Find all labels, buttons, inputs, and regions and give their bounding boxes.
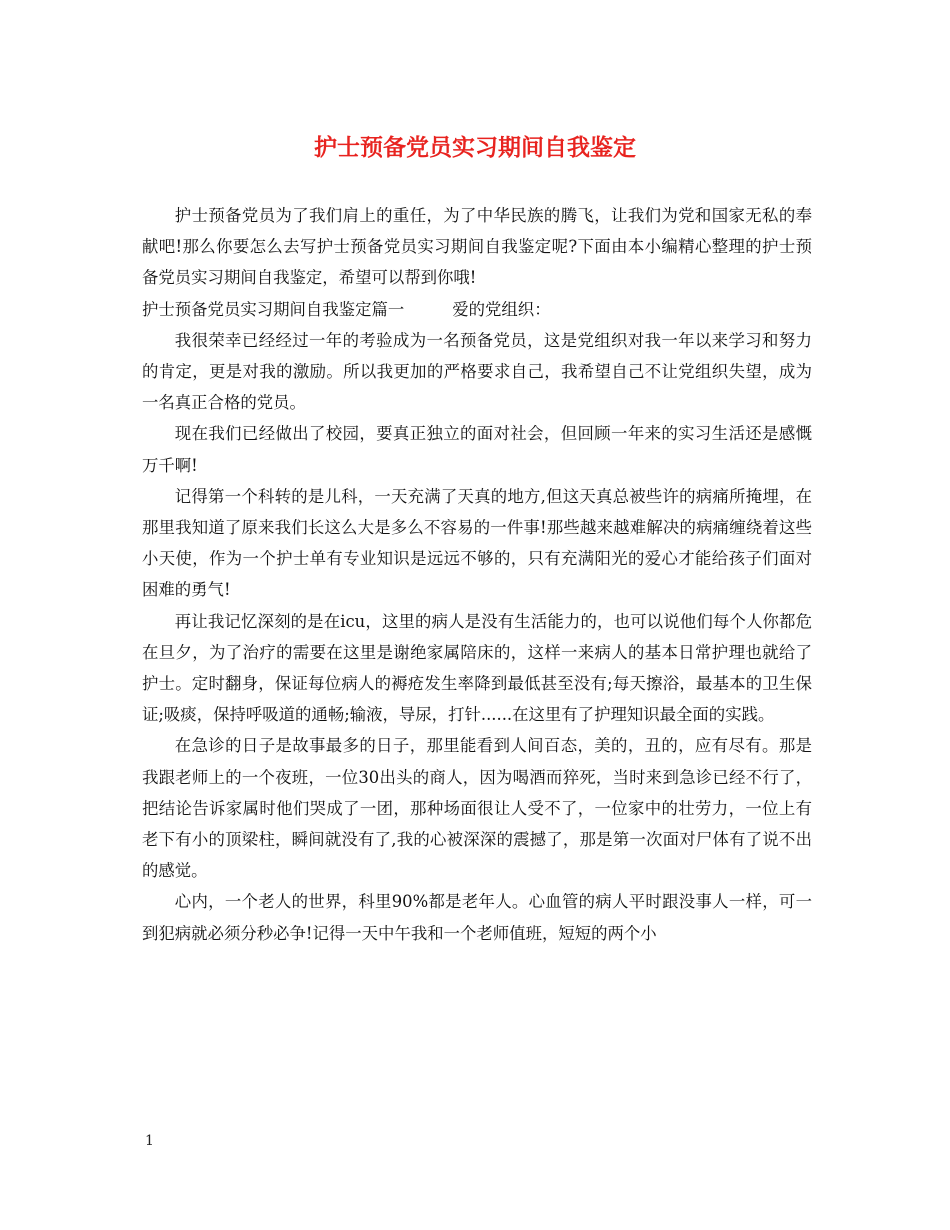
section-heading: 护士预备党员实习期间自我鉴定篇一 xyxy=(142,299,405,319)
section-heading-line xyxy=(142,294,812,325)
paragraph: 再让我记忆深刻的是在icu，这里的病人是没有生活能力的，也可以说他们每个人你都危在旦夕，为了治疗的需要在这里是谢绝家属陪床的，这样一来病人的基本日常护理也就给了护士。定时翻身，保证每位病人的褥疮发生率降到最低甚至没有;每天擦浴，最基本的卫生保证;吸痰，保持呼吸道的通畅;输液，导尿，打针......在这里有了护理知识最全面的实践。 xyxy=(142,611,812,725)
paragraph: 心内，一个老人的世界，科里90%都是老年人。心血管的病人平时跟没事人一样，可一到犯病就必须分秒必争!记得一天中午我和一个老师值班，短短的两个小 xyxy=(142,892,812,943)
salutation: 爱的党组织： xyxy=(452,299,551,319)
paragraph: 在急诊的日子是故事最多的日子，那里能看到人间百态，美的，丑的，应有尽有。那是我跟老师上的一个夜班，一位30出头的商人，因为喝酒而猝死，当时来到急诊已经不行了，把结论告诉家属时他们哭成了一团，那种场面很让人受不了，一位家中的壮劳力，一位上有老下有小的顶梁柱，瞬间就没有了,我的心被深深的震撼了，那是第一次面对尸体有了说不出的感觉。 xyxy=(142,736,812,881)
paragraph: 我很荣幸已经经过一年的考验成为一名预备党员，这是党组织对我一年以来学习和努力的肯定，更是对我的激励。所以我更加的严格要求自己，我希望自己不让党组织失望，成为一名真正合格的党员。 xyxy=(142,330,812,413)
paragraph-intro: 护士预备党员为了我们肩上的重任，为了中华民族的腾飞，让我们为党和国家无私的奉献吧!那么你要怎么去写护士预备党员实习期间自我鉴定呢?下面由本小编精心整理的护士预备党员实习期间自我鉴定，希望可以帮到你哦! xyxy=(142,206,812,288)
page-number: 1 xyxy=(145,1133,154,1149)
paragraph: 现在我们已经做出了校园，要真正独立的面对社会，但回顾一年来的实习生活还是感慨万千啊! xyxy=(142,424,812,475)
document-body xyxy=(142,200,812,949)
paragraph: 记得第一个科转的是儿科，一天充满了天真的地方,但这天真总被些许的病痛所掩埋，在那里我知道了原来我们长这么大是多么不容易的一件事!那些越来越难解决的病痛缠绕着这些小天使，作为一个护士单有专业知识是远远不够的，只有充满阳光的爱心才能给孩子们面对困难的勇气! xyxy=(142,486,812,600)
document-title: 护士预备党员实习期间自我鉴定 xyxy=(314,134,636,161)
